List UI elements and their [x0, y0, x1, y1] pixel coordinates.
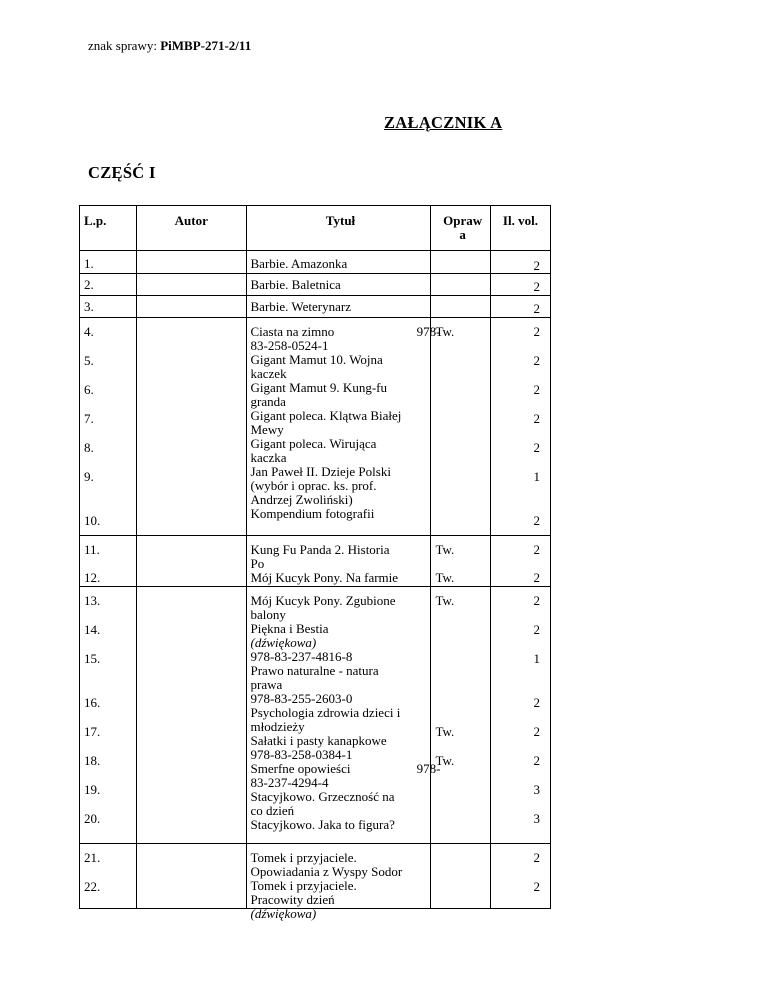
- qty-value: 2: [533, 879, 540, 894]
- title-cell: Barbie. Baletnica: [246, 274, 431, 296]
- title-line: prawa: [250, 677, 283, 692]
- title-line: 978-83-255-2603-0: [250, 691, 353, 706]
- autor-cell: [137, 274, 246, 296]
- title-line: balony: [250, 607, 286, 622]
- qty-value: 2: [533, 622, 540, 637]
- qty-cell: 2: [490, 251, 550, 274]
- title-line: (wybór i oprac. ks. prof.: [250, 478, 377, 493]
- col-header-oprawa: [431, 206, 490, 251]
- qty-cell: [490, 844, 550, 909]
- qty-value: 2: [533, 411, 540, 426]
- title-line: Gigant Mamut 10. Wojna: [250, 352, 383, 367]
- table-header-row: [80, 206, 551, 251]
- title-line: kaczek: [250, 366, 287, 381]
- books-table: [79, 205, 551, 921]
- lp-cell: 3.: [80, 296, 137, 318]
- qty-value: 2: [533, 850, 540, 865]
- title-line: Piękna i Bestia: [250, 621, 329, 636]
- case-reference-label: znak sprawy:: [88, 38, 161, 53]
- lp-19: 19.: [84, 782, 101, 797]
- lp-21: 21.: [84, 850, 101, 865]
- oprawa-cell: [431, 536, 490, 587]
- lp-7: 7.: [84, 411, 94, 426]
- title-line: Gigant Mamut 9. Kung-fu: [250, 380, 387, 395]
- oprawa-cell: [431, 274, 490, 296]
- title-line: Mój Kucyk Pony. Na farmie: [250, 570, 399, 585]
- title-line: Kompendium fotografii: [250, 506, 375, 521]
- lp-11: 11.: [84, 542, 100, 557]
- col-header-lp: L.p.: [80, 206, 137, 251]
- title-cell: Barbie. Amazonka: [246, 251, 431, 274]
- col-header-oprawa-line1: Opraw: [443, 213, 483, 228]
- lp-10: 10.: [84, 513, 101, 528]
- col-header-autor: Autor: [137, 206, 246, 251]
- title-line: Po: [250, 556, 265, 571]
- title-line: co dzień: [250, 803, 295, 818]
- autor-cell: [137, 536, 246, 587]
- qty-cell: [490, 318, 550, 536]
- title-cell: [246, 844, 431, 921]
- lp-17: 17.: [84, 724, 101, 739]
- lp-5: 5.: [84, 353, 94, 368]
- qty-cell: 2: [490, 274, 550, 296]
- title-line: młodzieży: [250, 719, 305, 734]
- title-line: 978-: [416, 761, 441, 776]
- qty-value: 2: [533, 324, 540, 339]
- qty-value: 2: [533, 542, 540, 557]
- title-cell: [246, 536, 431, 587]
- title-line: Gigant poleca. Klątwa Białej: [250, 408, 402, 423]
- title-line: Smerfne opowieści: [250, 761, 351, 776]
- lp-22: 22.: [84, 879, 101, 894]
- qty-value: 2: [533, 593, 540, 608]
- qty-value: 3: [533, 811, 540, 826]
- lp-cell: [80, 844, 137, 909]
- lp-cell: [80, 318, 137, 536]
- title-line: Mój Kucyk Pony. Zgubione: [250, 593, 396, 608]
- case-reference-number: PiMBP-271-2/11: [160, 38, 252, 53]
- table-row: [80, 318, 551, 536]
- title-line: 83-258-0524-1: [250, 338, 329, 353]
- title-line: Tomek i przyjaciele.: [250, 850, 357, 865]
- title-line-italic: (dźwiękowa): [250, 635, 317, 650]
- title-line: Prawo naturalne - natura: [250, 663, 379, 678]
- part-title: CZĘŚĆ I: [88, 163, 156, 182]
- lp-20: 20.: [84, 811, 101, 826]
- oprawa-value: Tw.: [435, 753, 455, 768]
- lp-15: 15.: [84, 651, 101, 666]
- oprawa-cell: [431, 587, 490, 844]
- oprawa-value: Tw.: [435, 593, 455, 608]
- lp-9: 9.: [84, 469, 94, 484]
- lp-13: 13.: [84, 593, 101, 608]
- qty-cell: 2: [490, 296, 550, 318]
- oprawa-value: Tw.: [435, 570, 455, 585]
- qty-value: 2: [533, 753, 540, 768]
- qty-value: 1: [533, 651, 540, 666]
- title-line: 978-: [416, 324, 441, 339]
- qty-value: 2: [533, 695, 540, 710]
- qty-cell: [490, 587, 550, 844]
- table-row: [80, 844, 551, 909]
- title-line: Ciasta na zimno: [250, 324, 335, 339]
- qty-value: 2: [533, 513, 540, 528]
- title-line-italic: (dźwiękowa): [250, 906, 317, 921]
- annex-title: ZAŁĄCZNIK A: [384, 113, 503, 132]
- lp-cell: [80, 536, 137, 587]
- lp-8: 8.: [84, 440, 94, 455]
- qty-value: 2: [533, 724, 540, 739]
- oprawa-value: Tw.: [435, 724, 455, 739]
- title-line: Psychologia zdrowia dzieci i: [250, 705, 401, 720]
- col-header-tytul: Tytuł: [246, 206, 431, 251]
- title-cell: [246, 587, 441, 844]
- lp-16: 16.: [84, 695, 101, 710]
- qty-value: 2: [533, 382, 540, 397]
- title-line: Tomek i przyjaciele.: [250, 878, 357, 893]
- lp-6: 6.: [84, 382, 94, 397]
- title-line: Stacyjkowo. Jaka to figura?: [250, 817, 395, 832]
- title-line: Gigant poleca. Wirująca: [250, 436, 377, 451]
- qty-value: 3: [533, 782, 540, 797]
- title-line: Sałatki i pasty kanapkowe: [250, 733, 387, 748]
- oprawa-cell: [431, 318, 490, 536]
- title-line: 83-237-4294-4: [250, 775, 329, 790]
- oprawa-value: Tw.: [435, 324, 455, 339]
- case-reference: [88, 38, 251, 54]
- table-row: [80, 251, 551, 274]
- title-line: 978-83-258-0384-1: [250, 747, 353, 762]
- oprawa-cell: [431, 251, 490, 274]
- title-line: Andrzej Zwoliński): [250, 492, 353, 507]
- lp-cell: 2.: [80, 274, 137, 296]
- qty-value: 2: [533, 353, 540, 368]
- title-cell: [246, 318, 441, 536]
- title-line: Jan Paweł II. Dzieje Polski: [250, 464, 391, 479]
- autor-cell: [137, 587, 246, 844]
- title-line: kaczka: [250, 450, 287, 465]
- autor-cell: [137, 251, 246, 274]
- lp-cell: [80, 587, 137, 844]
- title-line: Stacyjkowo. Grzeczność na: [250, 789, 395, 804]
- title-line: 978-83-237-4816-8: [250, 649, 353, 664]
- lp-18: 18.: [84, 753, 101, 768]
- table-row: [80, 296, 551, 318]
- oprawa-value: Tw.: [435, 542, 455, 557]
- table-row: [80, 274, 551, 296]
- autor-cell: [137, 296, 246, 318]
- qty-value: 1: [533, 469, 540, 484]
- title-line: granda: [250, 394, 286, 409]
- lp-4: 4.: [84, 324, 94, 339]
- qty-value: 2: [533, 440, 540, 455]
- col-header-oprawa-line2: a: [459, 227, 466, 242]
- title-line: Opowiadania z Wyspy Sodor: [250, 864, 403, 879]
- autor-cell: [137, 318, 246, 536]
- col-header-ilosc: Il. vol.: [490, 206, 550, 251]
- table-row: [80, 536, 551, 587]
- qty-value: 2: [533, 570, 540, 585]
- autor-cell: [137, 844, 246, 909]
- qty-cell: [490, 536, 550, 587]
- title-line: Pracowity dzień: [250, 892, 335, 907]
- oprawa-cell: [431, 296, 490, 318]
- table-row: [80, 587, 551, 844]
- lp-12: 12.: [84, 570, 101, 585]
- title-line: Mewy: [250, 422, 284, 437]
- title-cell: Barbie. Weterynarz: [246, 296, 431, 318]
- lp-cell: 1.: [80, 251, 137, 274]
- lp-14: 14.: [84, 622, 101, 637]
- title-line: Kung Fu Panda 2. Historia: [250, 542, 390, 557]
